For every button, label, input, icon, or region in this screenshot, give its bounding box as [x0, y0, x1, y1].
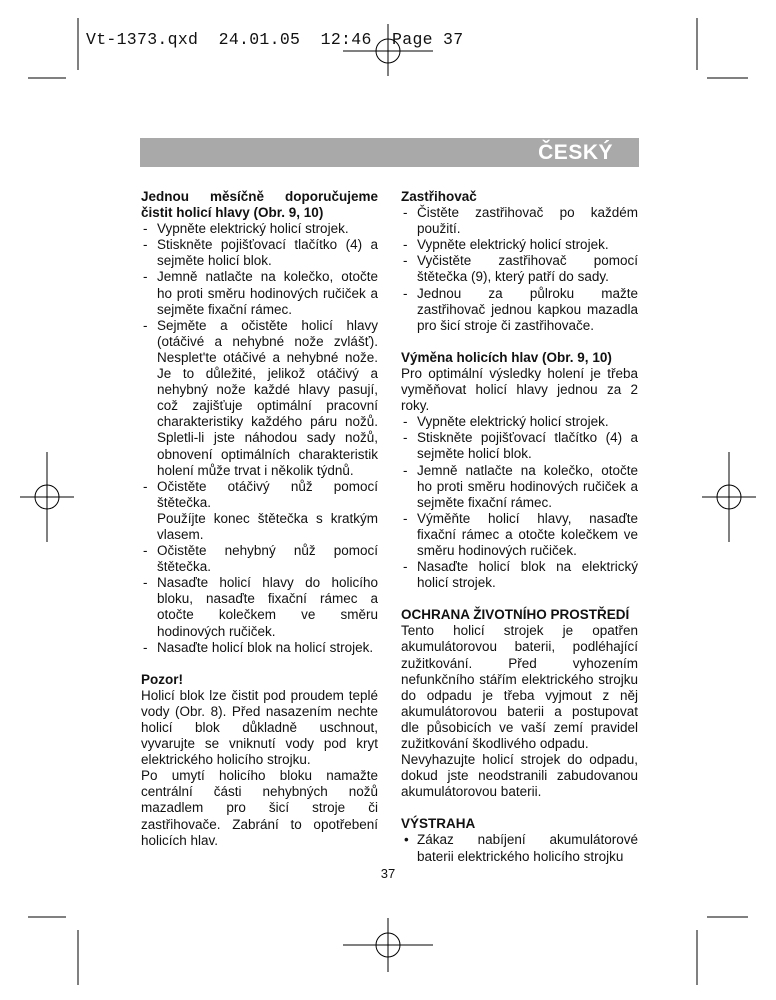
section-heading: Výměna holicích hlav (Obr. 9, 10)	[401, 349, 612, 365]
section-heading: Jednou měsíčně doporučujeme čistit holicí hlavy (Obr. 9, 10)	[141, 189, 378, 221]
list-item: - Vypněte elektrický holicí strojek.	[401, 237, 638, 253]
list-item: - Jemně natlačte na kolečko, otočte ho proti směru hodinových ručiček a sejměte fixační rámec.	[141, 269, 378, 317]
paragraph: Nevyhazujte holicí strojek do odpadu, dokud jste neodstranili zabudovanou akumulátorovou baterii.	[401, 752, 638, 800]
section-caution	[141, 672, 378, 849]
list-item: - Očistěte otáčivý nůž pomocí štětečka.	[141, 479, 378, 511]
list-item: - Stiskněte pojišťovací tlačítko (4) a sejměte holicí blok.	[401, 430, 638, 462]
warning-list	[401, 832, 638, 864]
instruction-list	[141, 221, 378, 511]
list-item: - Stiskněte pojišťovací tlačítko (4) a sejměte holicí blok.	[141, 237, 378, 269]
paragraph: Holicí blok lze čistit pod proudem teplé vody (Obr. 8). Před nasazením nechte holicí blok důkladně uschnout, vyvarujte se vniknutí vody pod kryt elektrického holicího strojku.	[141, 687, 378, 768]
registration-mark-bottom	[343, 918, 433, 972]
list-item: - Vyčistěte zastřihovač pomocí štětečka (9), který patří do sady.	[401, 253, 638, 285]
instruction-list	[401, 205, 638, 334]
list-item: - Nasaďte holicí blok na holicí strojek.	[141, 640, 378, 656]
list-item: - Výměňte holicí hlavy, nasaďte fixační rámec a otočte kolečkem ve směru hodinových ručiček.	[401, 511, 638, 559]
list-item-continuation: Použíjte konec štětečka s kratkým vlasem.	[157, 510, 378, 542]
section-heading: Zastřihovač	[401, 189, 477, 204]
paragraph: Pro optimální výsledky holení je třeba vyměňovat holicí hlavy jednou za 2 roky.	[401, 365, 638, 414]
language-label: ČESKÝ	[538, 141, 613, 164]
section-cleaning-heads	[141, 189, 378, 656]
page-number: 37	[380, 866, 396, 881]
section-head-replacement	[401, 350, 638, 591]
list-item: - Nasaďte holicí blok na elektrický holicí strojek.	[401, 559, 638, 591]
paragraph: Tento holicí strojek je opatřen akumulátorovou baterii, podléhající zužitkování. Před vyhozením nefunkčního stářím elektrického strojku do odpadu je třeba vyjmout z něj akumulátorovou baterii a postupovat dle působicích ve vaší zemí pravidel zužitkování škodlivého odpadu.	[401, 623, 638, 751]
section-heading: VÝSTRAHA	[401, 816, 476, 832]
list-item: - Vypněte elektrický holicí strojek.	[141, 221, 378, 237]
language-header-bar	[140, 138, 639, 167]
file-slug: Vt-1373.qxd 24.01.05 12:46 Page 37	[86, 30, 464, 49]
paragraph: Po umytí holicího bloku namažte centrální části nehybných nožů mazadlem pro šicí stroje či zastřihovače. Zabrání to opotřebení holicích hlav.	[141, 768, 378, 848]
list-item: - Jemně natlačte na kolečko, otočte ho proti směru hodinových ručiček a sejměte fixační rámec.	[401, 463, 638, 511]
list-item: - Očistěte nehybný nůž pomocí štětečka.	[141, 543, 378, 575]
right-column	[401, 189, 638, 865]
instruction-list	[141, 543, 378, 656]
registration-mark-right	[702, 452, 756, 542]
section-trimmer	[401, 189, 638, 334]
list-item: - Sejměte a očistěte holicí hlavy (otáčivé a nehybné nože zvlášť). Nesplet'te otáčivé a nehybné nože. Je to důležité, jelikož otáčivý a nehybný nože každé hlavy pasují, což zajišťuje optimální pracovní charakteristiky každého páru nožů. Spletli-li jste náhodou sady nožů, obnovení optimálních charakteristik holení může trvat i několik týdnů.	[141, 318, 378, 479]
list-item: - Vypněte elektrický holicí strojek.	[401, 414, 638, 430]
section-heading: Pozor!	[141, 671, 183, 687]
section-warning	[401, 816, 638, 864]
section-environment	[401, 607, 638, 800]
list-item: - Jednou za půlroku mažte zastřihovač jednou kapkou mazadla pro šicí stroje či zastřihovače.	[401, 286, 638, 334]
registration-mark-left	[20, 452, 74, 542]
section-heading: OCHRANA ŽIVOTNÍHO PROSTŘEDÍ	[401, 607, 630, 623]
instruction-list	[401, 414, 638, 591]
list-item: - Čistěte zastřihovač po každém použití.	[401, 205, 638, 237]
list-item: - Nasaďte holicí hlavy do holicího bloku, nasaďte fixační rámec a otočte kolečkem ve směru hodinových ručiček.	[141, 575, 378, 639]
left-column	[141, 189, 378, 849]
list-item: • Zákaz nabíjení akumulátorové baterii elektrického holicího strojku	[401, 832, 638, 864]
